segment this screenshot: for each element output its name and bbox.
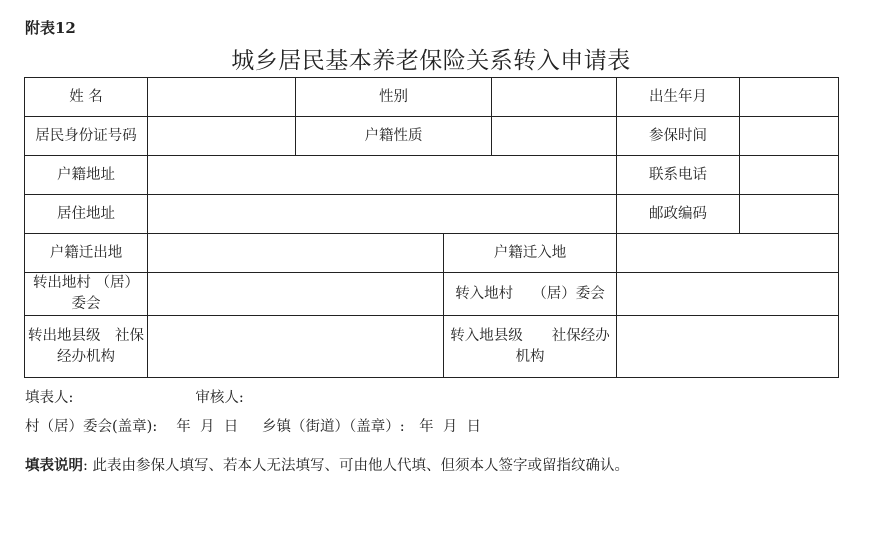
postal-code-field[interactable]: [740, 195, 839, 234]
in-village-committee-field[interactable]: [617, 273, 839, 316]
application-form-table: [24, 77, 839, 378]
reviewer-label: 审核人:: [195, 390, 244, 406]
id-number-label: 居民身份证号码: [25, 117, 148, 156]
birth-date-field[interactable]: [740, 78, 839, 117]
insured-time-label: 参保时间: [617, 117, 740, 156]
phone-field[interactable]: [740, 156, 839, 195]
postal-code-label: 邮政编码: [617, 195, 740, 234]
name-field[interactable]: [148, 78, 296, 117]
moved-out-place-label: 户籍迁出地: [25, 234, 148, 273]
residence-address-field[interactable]: [148, 195, 617, 234]
gender-label: 性别: [296, 78, 492, 117]
household-type-label: 户籍性质: [296, 117, 492, 156]
appendix-number: 附表12: [25, 19, 76, 37]
in-village-committee-label: 转入地村 （居）委会: [444, 273, 617, 316]
out-agency-label: [25, 316, 148, 378]
id-number-field[interactable]: [148, 117, 296, 156]
form-title: 城乡居民基本养老保险关系转入申请表: [231, 48, 631, 74]
out-village-committee-label-line2: 委会: [71, 296, 101, 312]
in-agency-label: [444, 316, 617, 378]
birth-date-label: 出生年月: [617, 78, 740, 117]
phone-label: 联系电话: [617, 156, 740, 195]
in-agency-field[interactable]: [617, 316, 839, 378]
out-village-committee-label-line1: 转出地村 （居）: [32, 275, 140, 291]
in-agency-label-line1: 转入地县级 社保经办: [450, 327, 610, 344]
out-village-committee-field[interactable]: [148, 273, 444, 316]
household-address-field[interactable]: [148, 156, 617, 195]
out-agency-field[interactable]: [148, 316, 444, 378]
moved-in-place-label: 户籍迁入地: [444, 234, 617, 273]
name-label: 姓 名: [25, 78, 148, 117]
in-agency-label-line2: 机构: [515, 348, 545, 365]
filler-label: 填表人:: [25, 390, 74, 406]
stamp-line: 村（居）委会(盖章): 年 月 日 乡镇（街道）（盖章）: 年 月 日: [25, 419, 482, 435]
out-agency-label-line1: 转出地县级 社保: [28, 327, 144, 344]
household-type-field[interactable]: [492, 117, 617, 156]
moved-in-place-field[interactable]: [617, 234, 839, 273]
instructions-text: : 此表由参保人填写、若本人无法填写、可由他人代填、但须本人签字或留指纹确认。: [83, 458, 629, 474]
instructions-label: 填表说明: [25, 457, 83, 474]
gender-field[interactable]: [492, 78, 617, 117]
household-address-label: 户籍地址: [25, 156, 148, 195]
out-agency-label-line2: 经办机构: [57, 348, 115, 365]
out-village-committee-label: [25, 273, 148, 316]
form-instructions: [25, 456, 629, 476]
insured-time-field[interactable]: [740, 117, 839, 156]
signature-line: [25, 388, 244, 408]
moved-out-place-field[interactable]: [148, 234, 444, 273]
residence-address-label: 居住地址: [25, 195, 148, 234]
